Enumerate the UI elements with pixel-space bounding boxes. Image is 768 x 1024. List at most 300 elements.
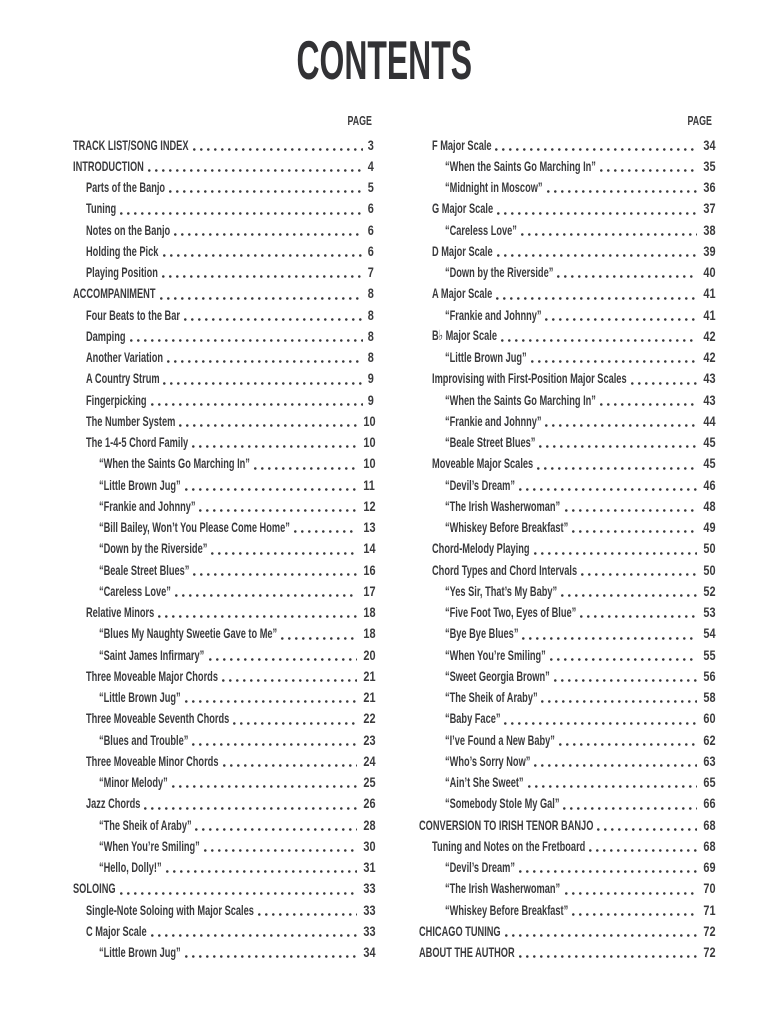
toc-entry bbox=[73, 899, 376, 920]
toc-entry bbox=[419, 729, 716, 750]
toc-entry-page: 9 bbox=[367, 391, 374, 408]
dotted-leader bbox=[162, 275, 363, 278]
toc-entry-page-wrap bbox=[700, 264, 716, 281]
toc-entry-page-wrap bbox=[360, 519, 376, 536]
toc-entry-page: 45 bbox=[702, 455, 716, 472]
toc-entry-page: 35 bbox=[702, 157, 716, 174]
toc-entry-page: 8 bbox=[367, 349, 374, 366]
toc-entry-page-wrap bbox=[360, 667, 376, 684]
toc-entry-label-wrap bbox=[73, 285, 156, 301]
toc-entry bbox=[419, 155, 716, 176]
toc-entry-label: Relative Minors bbox=[86, 604, 155, 621]
dotted-leader bbox=[184, 318, 363, 321]
toc-entry-label: “Bye Bye Blues” bbox=[445, 625, 519, 642]
dotted-leader bbox=[120, 892, 357, 895]
dotted-leader bbox=[192, 743, 356, 746]
dotted-leader bbox=[519, 955, 697, 958]
toc-entry-page-wrap bbox=[366, 307, 372, 323]
toc-entry-page: 45 bbox=[702, 434, 716, 451]
toc-entry-label-wrap bbox=[86, 434, 188, 450]
toc-entry-label: Tuning and Notes on the Fretboard bbox=[432, 837, 586, 854]
dotted-leader bbox=[631, 382, 697, 385]
toc-entry-page-wrap bbox=[360, 625, 376, 642]
toc-entry-page-wrap bbox=[700, 221, 716, 238]
toc-rows-right bbox=[419, 134, 716, 963]
toc-entry-page-wrap bbox=[700, 455, 716, 472]
toc-entry-page-wrap bbox=[360, 646, 376, 663]
toc-entry-label-wrap bbox=[86, 200, 116, 216]
toc-entry-label: “Ain’t She Sweet” bbox=[445, 774, 524, 791]
dotted-leader bbox=[204, 849, 357, 852]
toc-entry-page: 22 bbox=[362, 710, 376, 727]
toc-entry bbox=[419, 240, 716, 261]
toc-entry-label-wrap bbox=[432, 200, 493, 216]
toc-entry-label: SOLOING bbox=[73, 880, 116, 897]
dotted-leader bbox=[179, 424, 356, 427]
toc-entry-page-wrap bbox=[360, 922, 376, 939]
toc-entry-label-wrap bbox=[419, 817, 593, 833]
toc-entry-page: 6 bbox=[367, 221, 374, 238]
toc-entry-page: 53 bbox=[702, 604, 716, 621]
toc-entry bbox=[73, 474, 376, 495]
toc-entry bbox=[73, 878, 376, 899]
toc-entry-page: 17 bbox=[362, 582, 376, 599]
dotted-leader bbox=[151, 934, 357, 937]
toc-entry-page: 33 bbox=[362, 901, 376, 918]
toc-entry bbox=[73, 644, 376, 665]
toc-entry-label-wrap bbox=[99, 583, 171, 599]
toc-entry-page: 37 bbox=[702, 200, 716, 217]
toc-entry-label-wrap bbox=[99, 498, 195, 514]
toc-entry bbox=[419, 304, 716, 325]
toc-entry-label-wrap bbox=[445, 179, 543, 195]
toc-entry-label: “Frankie and Johnny” bbox=[99, 497, 196, 514]
toc-entry bbox=[419, 432, 716, 453]
toc-entry-page: 25 bbox=[362, 774, 376, 791]
toc-entry-page: 68 bbox=[702, 816, 716, 833]
toc-entry bbox=[73, 793, 376, 814]
toc-entry-label: Moveable Major Scales bbox=[432, 455, 534, 472]
dotted-leader bbox=[559, 743, 697, 746]
dotted-leader bbox=[531, 360, 697, 363]
dotted-leader bbox=[144, 807, 356, 810]
toc-entry bbox=[419, 474, 716, 495]
dotted-leader bbox=[163, 254, 363, 257]
toc-entry-page-wrap bbox=[360, 944, 376, 961]
toc-entry bbox=[419, 920, 716, 941]
toc-entry bbox=[73, 240, 372, 261]
toc-entry-label-wrap bbox=[432, 370, 627, 386]
toc-entry-label: “The Sheik of Araby” bbox=[99, 816, 192, 833]
dotted-leader bbox=[589, 849, 696, 852]
toc-entry-page-wrap bbox=[366, 392, 372, 408]
toc-entry-page-wrap bbox=[360, 752, 376, 769]
toc-entry-page: 31 bbox=[362, 859, 376, 876]
toc-entry-page-wrap bbox=[366, 158, 372, 174]
toc-entry-page: 68 bbox=[702, 837, 716, 854]
toc-entry-label: “Blues and Trouble” bbox=[99, 731, 189, 748]
page-column-header-left bbox=[73, 112, 372, 130]
toc-entry-page: 10 bbox=[362, 434, 376, 451]
toc-entry-label-wrap bbox=[432, 243, 493, 259]
toc-entry bbox=[73, 410, 376, 431]
toc-entry-label: “Baby Face” bbox=[445, 710, 501, 727]
toc-entry-label-wrap bbox=[86, 243, 159, 259]
toc-entry-page: 8 bbox=[367, 306, 374, 323]
toc-entry-label-wrap bbox=[445, 413, 541, 429]
dotted-leader bbox=[565, 509, 697, 512]
toc-entry bbox=[73, 432, 376, 453]
toc-entry-label: “Devil’s Dream” bbox=[445, 476, 516, 493]
toc-entry-label-wrap bbox=[86, 604, 154, 620]
toc-entry-page: 65 bbox=[702, 774, 716, 791]
toc-entry-label: Three Moveable Minor Chords bbox=[86, 752, 219, 769]
toc-entry-page: 24 bbox=[362, 752, 376, 769]
toc-entry-page: 50 bbox=[702, 561, 716, 578]
toc-entry-label: Improvising with First-Position Major Scales bbox=[432, 370, 627, 387]
toc-entry-label: “The Irish Washerwoman” bbox=[445, 497, 561, 514]
dotted-leader bbox=[258, 913, 357, 916]
toc-entry-label-wrap bbox=[99, 817, 191, 833]
toc-entry-label: C Major Scale bbox=[86, 922, 147, 939]
toc-entry bbox=[73, 198, 372, 219]
toc-entry-page: 3 bbox=[367, 136, 374, 153]
page-title-text: CONTENTS bbox=[296, 29, 472, 91]
toc-entry bbox=[73, 580, 376, 601]
toc-entry-page-wrap bbox=[366, 179, 372, 195]
toc-entry-page: 41 bbox=[702, 306, 716, 323]
toc-entry-label: “Beale Street Blues” bbox=[445, 434, 536, 451]
toc-entry-page-wrap bbox=[360, 497, 376, 514]
toc-entry bbox=[419, 177, 716, 198]
toc-entry-label-wrap bbox=[445, 477, 515, 493]
toc-entry-page: 5 bbox=[367, 179, 374, 196]
toc-entry-label-wrap bbox=[445, 625, 518, 641]
toc-entry-label-wrap bbox=[432, 327, 497, 344]
toc-entry-page: 46 bbox=[702, 476, 716, 493]
toc-entry-label-wrap bbox=[445, 307, 541, 323]
toc-entry-page-wrap bbox=[700, 625, 716, 642]
toc-entry-page-wrap bbox=[700, 944, 716, 961]
toc-entry-page: 38 bbox=[702, 221, 716, 238]
toc-entry-page-wrap bbox=[700, 391, 716, 408]
toc-entry-page: 48 bbox=[702, 497, 716, 514]
toc-entry-label-wrap bbox=[432, 540, 530, 556]
toc-entry-page: 36 bbox=[702, 179, 716, 196]
toc-entry bbox=[419, 134, 716, 155]
toc-entry-page: 70 bbox=[702, 880, 716, 897]
toc-entry-label: Chord Types and Chord Intervals bbox=[432, 561, 578, 578]
toc-entry-page-wrap bbox=[700, 837, 716, 854]
toc-entry-label-wrap bbox=[445, 392, 596, 408]
toc-entry bbox=[419, 453, 716, 474]
dotted-leader bbox=[563, 807, 696, 810]
toc-entry-label: Three Moveable Major Chords bbox=[86, 667, 218, 684]
toc-entry-label-wrap bbox=[86, 753, 219, 769]
toc-entry bbox=[73, 283, 372, 304]
toc-entry-label-wrap bbox=[445, 647, 546, 663]
toc-entry-page: 23 bbox=[362, 731, 376, 748]
toc-entry bbox=[419, 623, 716, 644]
page-title bbox=[0, 29, 768, 91]
toc-entry bbox=[419, 389, 716, 410]
toc-entry-page-wrap bbox=[360, 901, 376, 918]
dotted-leader bbox=[572, 913, 696, 916]
toc-entry bbox=[73, 687, 376, 708]
dotted-leader bbox=[541, 700, 696, 703]
toc-entry-label: “When the Saints Go Marching In” bbox=[99, 455, 250, 472]
toc-entry-page: 26 bbox=[362, 795, 376, 812]
dotted-leader bbox=[120, 212, 362, 215]
toc-entry-page: 52 bbox=[702, 582, 716, 599]
toc-entry-page: 18 bbox=[362, 604, 376, 621]
toc-entry-page-wrap bbox=[360, 880, 376, 897]
toc-entry-label: “Hello, Dolly!” bbox=[99, 859, 162, 876]
toc-entry-page-wrap bbox=[366, 370, 372, 386]
toc-entry-label-wrap bbox=[445, 434, 535, 450]
toc-entry-page: 28 bbox=[362, 816, 376, 833]
toc-entry-page-wrap bbox=[700, 816, 716, 833]
dotted-leader bbox=[519, 870, 697, 873]
dotted-leader bbox=[600, 403, 696, 406]
toc-entry-label: “Somebody Stole My Gal” bbox=[445, 795, 560, 812]
toc-entry-page-wrap bbox=[360, 412, 376, 429]
toc-entry-label: Jazz Chords bbox=[86, 795, 141, 812]
toc-entry-label-wrap bbox=[99, 689, 181, 705]
toc-entry-label-wrap bbox=[445, 774, 524, 790]
toc-entry-label-wrap bbox=[99, 562, 189, 578]
toc-entry bbox=[73, 623, 376, 644]
toc-entry-page-wrap bbox=[700, 157, 716, 174]
toc-entry-page-wrap bbox=[360, 476, 376, 493]
toc-entry bbox=[419, 580, 716, 601]
toc-entry-label: “Whiskey Before Breakfast” bbox=[445, 519, 569, 536]
toc-entry-page-wrap bbox=[700, 646, 716, 663]
toc-entry-page: 13 bbox=[362, 519, 376, 536]
toc-entry-label-wrap bbox=[445, 859, 515, 875]
toc-entry-page-wrap bbox=[366, 200, 372, 216]
toc-entry-label: “Little Brown Jug” bbox=[99, 944, 181, 961]
toc-rows-left bbox=[73, 134, 376, 963]
toc-entry-label: “Saint James Infirmary” bbox=[99, 646, 205, 663]
toc-entry-page: 41 bbox=[702, 285, 716, 302]
toc-entry bbox=[419, 517, 716, 538]
toc-entry-page: 8 bbox=[367, 285, 374, 302]
toc-entry-label: Chord-Melody Playing bbox=[432, 540, 530, 557]
dotted-leader bbox=[565, 892, 697, 895]
toc-entry-label-wrap bbox=[445, 264, 553, 280]
toc-entry-page-wrap bbox=[366, 243, 372, 259]
toc-entry-page: 58 bbox=[702, 689, 716, 706]
toc-entry-label: “Bill Bailey, Won’t You Please Come Home” bbox=[99, 519, 290, 536]
toc-entry bbox=[419, 899, 716, 920]
toc-entry-label-wrap bbox=[99, 477, 181, 493]
dotted-leader bbox=[497, 254, 697, 257]
toc-entry-page-wrap bbox=[700, 200, 716, 217]
toc-entry-label-wrap bbox=[99, 859, 162, 875]
toc-entry-label-wrap bbox=[86, 222, 170, 238]
toc-entry bbox=[73, 517, 376, 538]
toc-entry bbox=[73, 347, 372, 368]
toc-entry-page-wrap bbox=[360, 710, 376, 727]
toc-entry-page: 10 bbox=[362, 412, 376, 429]
toc-entry-page-wrap bbox=[360, 455, 376, 472]
dotted-leader bbox=[193, 148, 363, 151]
dotted-leader bbox=[539, 445, 696, 448]
toc-entry-page-wrap bbox=[700, 540, 716, 557]
toc-entry-page-wrap bbox=[700, 434, 716, 451]
toc-entry-label: “Careless Love” bbox=[99, 582, 171, 599]
toc-entry-page-wrap bbox=[700, 880, 716, 897]
toc-entry-label: Tuning bbox=[86, 200, 117, 217]
toc-entry bbox=[73, 177, 372, 198]
toc-entry-label-wrap bbox=[86, 370, 159, 386]
toc-entry-page-wrap bbox=[700, 731, 716, 748]
toc-entry-label-wrap bbox=[445, 604, 576, 620]
dotted-leader bbox=[545, 318, 696, 321]
dotted-leader bbox=[211, 552, 356, 555]
toc-entry-page: 43 bbox=[702, 391, 716, 408]
dotted-leader bbox=[223, 764, 357, 767]
toc-entry-label: “Careless Love” bbox=[445, 221, 517, 238]
dotted-leader bbox=[545, 424, 696, 427]
toc-entry-page-wrap bbox=[360, 816, 376, 833]
toc-entry-label-wrap bbox=[99, 625, 277, 641]
toc-entry bbox=[419, 368, 716, 389]
toc-entry-label: The 1-4-5 Chord Family bbox=[86, 434, 189, 451]
toc-entry-page: 9 bbox=[367, 370, 374, 387]
toc-entry-label-wrap bbox=[99, 944, 181, 960]
dotted-leader bbox=[185, 955, 357, 958]
toc-entry-page-wrap bbox=[700, 901, 716, 918]
toc-entry-page-wrap bbox=[700, 667, 716, 684]
toc-entry-label-wrap bbox=[86, 668, 218, 684]
toc-entry-label-wrap bbox=[432, 838, 585, 854]
toc-entry-label-wrap bbox=[73, 158, 144, 174]
toc-entry-page: 12 bbox=[362, 497, 376, 514]
dotted-leader bbox=[581, 573, 696, 576]
dotted-leader bbox=[537, 467, 697, 470]
toc-entry-label: INTRODUCTION bbox=[73, 157, 144, 174]
toc-entry-label: “Down by the Riverside” bbox=[99, 540, 208, 557]
toc-entry bbox=[419, 793, 716, 814]
dotted-leader bbox=[519, 488, 697, 491]
toc-entry-page: 40 bbox=[702, 264, 716, 281]
dotted-leader bbox=[254, 467, 356, 470]
toc-entry-label-wrap bbox=[99, 455, 250, 471]
dotted-leader bbox=[534, 552, 697, 555]
toc-entry-label-wrap bbox=[86, 264, 158, 280]
toc-entry bbox=[419, 665, 716, 686]
toc-entry-label: Four Beats to the Bar bbox=[86, 306, 180, 323]
toc-entry-label-wrap bbox=[445, 902, 568, 918]
toc-entry-label-wrap bbox=[445, 583, 557, 599]
toc-entry bbox=[419, 772, 716, 793]
toc-entry-label-wrap bbox=[445, 795, 559, 811]
dotted-leader bbox=[497, 212, 696, 215]
toc-entry-page: 56 bbox=[702, 667, 716, 684]
toc-entry-page-wrap bbox=[360, 434, 376, 451]
toc-entry bbox=[419, 708, 716, 729]
toc-entry-label-wrap bbox=[99, 774, 168, 790]
toc-entry-page-wrap bbox=[700, 497, 716, 514]
toc-entry-page-wrap bbox=[700, 285, 716, 302]
toc-entry-label-wrap bbox=[86, 710, 229, 726]
toc-entry bbox=[419, 602, 716, 623]
toc-entry-label: “Sweet Georgia Brown” bbox=[445, 667, 550, 684]
toc-entry-page-wrap bbox=[700, 370, 716, 387]
toc-entry-label-wrap bbox=[86, 392, 147, 408]
toc-entry-page-wrap bbox=[700, 774, 716, 791]
toc-entry-page-wrap bbox=[700, 179, 716, 196]
toc-entry-page-wrap bbox=[700, 752, 716, 769]
toc-entry-label: ABOUT THE AUTHOR bbox=[419, 944, 515, 961]
toc-entry-label-wrap bbox=[99, 540, 207, 556]
toc-entry-label-wrap bbox=[99, 732, 188, 748]
toc-entry-label-wrap bbox=[86, 923, 147, 939]
toc-entry bbox=[73, 219, 372, 240]
toc-entry-page: 60 bbox=[702, 710, 716, 727]
toc-entry bbox=[419, 814, 716, 835]
toc-entry-label-wrap bbox=[445, 349, 527, 365]
toc-entry-label: “Who’s Sorry Now” bbox=[445, 752, 531, 769]
toc-entry bbox=[419, 835, 716, 856]
toc-entry-label: “Minor Melody” bbox=[99, 774, 168, 791]
toc-entry-page-wrap bbox=[700, 519, 716, 536]
toc-entry-page-wrap bbox=[700, 349, 716, 366]
toc-entry bbox=[419, 538, 716, 559]
toc-entry-label-wrap bbox=[445, 519, 568, 535]
toc-entry-page-wrap bbox=[700, 561, 716, 578]
toc-entry-label: Fingerpicking bbox=[86, 391, 147, 408]
dotted-leader bbox=[554, 679, 697, 682]
dotted-leader bbox=[193, 573, 356, 576]
toc-entry-page: 42 bbox=[702, 327, 716, 344]
toc-entry-label-wrap bbox=[86, 795, 140, 811]
toc-entry-page-wrap bbox=[700, 136, 716, 153]
toc-entry-page-wrap bbox=[700, 242, 716, 259]
toc-entry bbox=[73, 665, 376, 686]
toc-entry-label-wrap bbox=[432, 455, 533, 471]
toc-entry-page: 71 bbox=[702, 901, 716, 918]
page-column-header-right bbox=[419, 112, 712, 130]
dotted-leader bbox=[160, 297, 363, 300]
toc-entry bbox=[73, 304, 372, 325]
dotted-leader bbox=[557, 275, 696, 278]
dotted-leader bbox=[501, 339, 697, 342]
toc-entry-page-wrap bbox=[700, 327, 716, 344]
toc-entry-label-wrap bbox=[445, 158, 596, 174]
toc-entry bbox=[73, 559, 376, 580]
toc-entry-label: “When the Saints Go Marching In” bbox=[445, 391, 596, 408]
toc-entry-page-wrap bbox=[700, 922, 716, 939]
toc-entry-label: “Beale Street Blues” bbox=[99, 561, 190, 578]
toc-entry bbox=[73, 262, 372, 283]
toc-entry-page: 14 bbox=[362, 540, 376, 557]
page-column-header-label: PAGE bbox=[347, 113, 372, 128]
toc-entry-page-wrap bbox=[360, 731, 376, 748]
toc-entry-label-wrap bbox=[86, 328, 126, 344]
toc-entry-page-wrap bbox=[360, 582, 376, 599]
dotted-leader bbox=[195, 828, 356, 831]
toc-entry bbox=[73, 368, 372, 389]
toc-entry-label: CONVERSION TO IRISH TENOR BANJO bbox=[419, 816, 594, 833]
toc-entry-label-wrap bbox=[99, 838, 200, 854]
dotted-leader bbox=[597, 828, 696, 831]
toc-entry-page: 43 bbox=[702, 370, 716, 387]
dotted-leader bbox=[130, 339, 363, 342]
toc-entry-label: “Little Brown Jug” bbox=[445, 349, 527, 366]
